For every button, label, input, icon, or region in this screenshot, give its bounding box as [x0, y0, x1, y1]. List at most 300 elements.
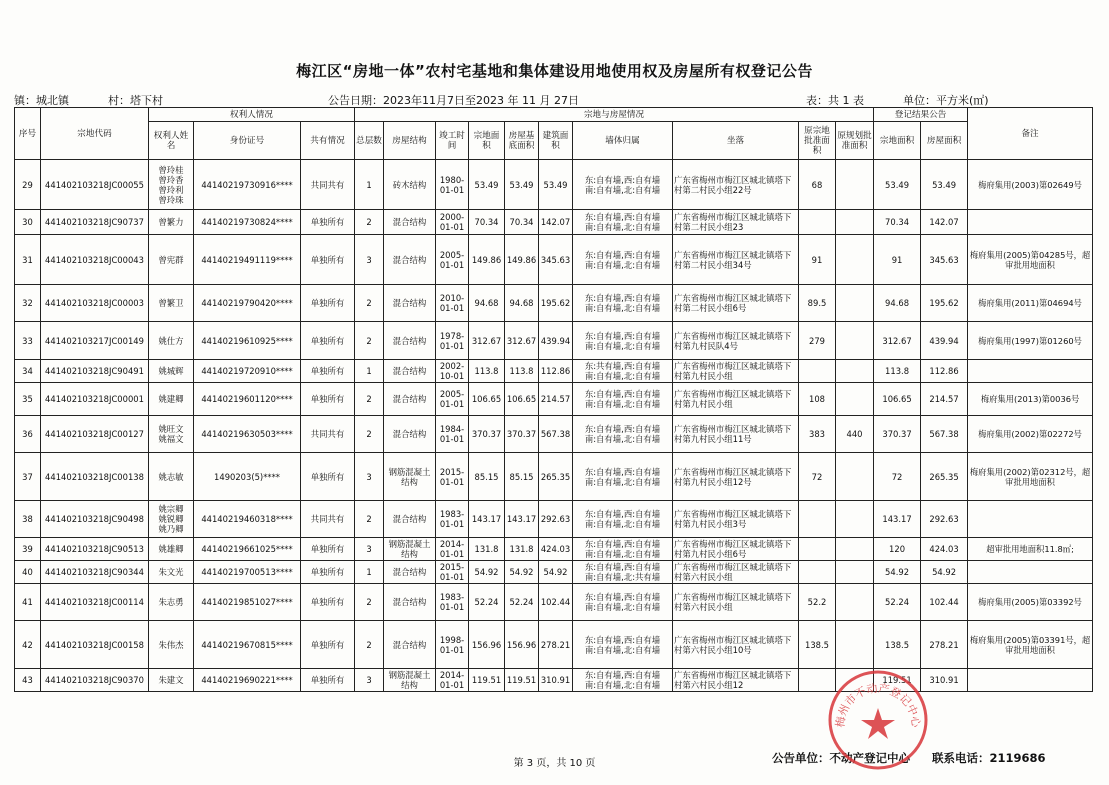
cell-holder: 朱文光 — [149, 561, 194, 584]
table-count: 表：共 1 表 — [806, 94, 864, 107]
cell-wall: 东:自有墙,西:自有墙 南:自有墙,北:自有墙 — [573, 584, 673, 621]
cell-orig: 91 — [799, 235, 836, 285]
cell-holder: 姚仕方 — [149, 322, 194, 360]
cell-build: 195.62 — [539, 285, 573, 322]
cell-orig: 89.5 — [799, 285, 836, 322]
header-parcel-code: 宗地代码 — [41, 108, 149, 160]
table-row — [15, 453, 1093, 501]
cell-date: 2010- 01-01 — [436, 285, 469, 322]
cell-base: 70.34 — [505, 210, 539, 235]
cell-wall: 东:自有墙,西:自有墙 南:自有墙,北:共有墙 — [573, 561, 673, 584]
cell-date: 1983- 01-01 — [436, 584, 469, 621]
cell-wall: 东:自有墙,西:自有墙 南:自有墙,北:自有墙 — [573, 160, 673, 210]
cell-plan — [836, 160, 874, 210]
cell-note: 梅府集用(2002)第02312号，超审批用地面积 — [968, 453, 1093, 501]
header-holder: 权利人姓名 — [149, 122, 194, 160]
cell-build: 278.21 — [539, 621, 573, 669]
cell-struct: 混合结构 — [384, 285, 436, 322]
header-build-area: 建筑面积 — [539, 122, 573, 160]
cell-struct: 钢筋混凝土结构 — [384, 669, 436, 692]
cell-loc: 广东省梅州市梅江区城北镇塔下村第九村民小组11号 — [673, 416, 799, 453]
cell-rland: 53.49 — [874, 160, 921, 210]
publisher: 公告单位：不动产登记中心 — [772, 751, 910, 765]
cell-plan — [836, 501, 874, 538]
cell-note: 梅府集用(1997)第01260号 — [968, 322, 1093, 360]
cell-rland: 106.65 — [874, 383, 921, 416]
cell-holder: 姚旺文 姚福文 — [149, 416, 194, 453]
cell-orig — [799, 561, 836, 584]
cell-id: 44140219730824**** — [194, 210, 301, 235]
cell-floors: 2 — [355, 416, 384, 453]
cell-land: 312.67 — [469, 322, 505, 360]
cell-rhouse: 142.07 — [921, 210, 968, 235]
header-land-area: 宗地面积 — [469, 122, 505, 160]
header-location: 坐落 — [673, 122, 799, 160]
cell-floors: 2 — [355, 322, 384, 360]
cell-plan — [836, 584, 874, 621]
cell-code: 441402103218JC00055 — [41, 160, 149, 210]
cell-plan: 440 — [836, 416, 874, 453]
star-icon — [861, 708, 895, 739]
cell-id: 44140219700513**** — [194, 561, 301, 584]
cell-id: 44140219610925**** — [194, 322, 301, 360]
cell-id: 44140219601120**** — [194, 383, 301, 416]
cell-struct: 钢筋混凝土结构 — [384, 453, 436, 501]
cell-code: 441402103217JC00149 — [41, 322, 149, 360]
table-row — [15, 416, 1093, 453]
cell-seq: 41 — [15, 584, 41, 621]
cell-orig — [799, 501, 836, 538]
header-result-house: 房屋面积 — [921, 122, 968, 160]
cell-code: 441402103218JC00001 — [41, 383, 149, 416]
cell-struct: 混合结构 — [384, 322, 436, 360]
cell-wall: 东:共有墙,西:自有墙 南:自有墙,北:自有墙 — [573, 360, 673, 383]
cell-wall: 东:自有墙,西:自有墙 南:自有墙,北:自有墙 — [573, 285, 673, 322]
cell-rhouse: 278.21 — [921, 621, 968, 669]
cell-loc: 广东省梅州市梅江区城北镇塔下村第九村民小组12号 — [673, 453, 799, 501]
header-floors: 总层数 — [355, 122, 384, 160]
cell-land: 156.96 — [469, 621, 505, 669]
cell-share: 单独所有 — [301, 538, 355, 561]
cell-id: 44140219690221**** — [194, 669, 301, 692]
cell-date: 1980- 01-01 — [436, 160, 469, 210]
table-row — [15, 584, 1093, 621]
header-orig-approved: 原宗地批准面积 — [799, 122, 836, 160]
cell-share: 单独所有 — [301, 669, 355, 692]
cell-struct: 混合结构 — [384, 416, 436, 453]
cell-code: 441402103218JC00158 — [41, 621, 149, 669]
header-result-land: 宗地面积 — [874, 122, 921, 160]
cell-rland: 113.8 — [874, 360, 921, 383]
cell-loc: 广东省梅州市梅江区城北镇塔下村第二村民小组34号 — [673, 235, 799, 285]
cell-share: 单独所有 — [301, 383, 355, 416]
unit-label: 单位：平方米(㎡) — [903, 94, 989, 107]
official-seal-stamp — [826, 668, 930, 772]
cell-struct: 混合结构 — [384, 561, 436, 584]
cell-base: 312.67 — [505, 322, 539, 360]
cell-loc: 广东省梅州市梅江区城北镇塔下村第二村民小组6号 — [673, 285, 799, 322]
cell-land: 143.17 — [469, 501, 505, 538]
header-result-group: 登记结果公告 — [874, 108, 968, 122]
cell-rland: 54.92 — [874, 561, 921, 584]
cell-id: 44140219730916**** — [194, 160, 301, 210]
cell-rhouse: 214.57 — [921, 383, 968, 416]
cell-plan — [836, 322, 874, 360]
cell-orig: 279 — [799, 322, 836, 360]
cell-id: 44140219720910**** — [194, 360, 301, 383]
cell-floors: 2 — [355, 584, 384, 621]
cell-date: 2005- 01-01 — [436, 235, 469, 285]
cell-base: 53.49 — [505, 160, 539, 210]
cell-rland: 120 — [874, 538, 921, 561]
header-land-house-group: 宗地与房屋情况 — [355, 108, 874, 122]
cell-loc: 广东省梅州市梅江区城北镇塔下村第二村民小组23 — [673, 210, 799, 235]
cell-rhouse: 195.62 — [921, 285, 968, 322]
cell-build: 310.91 — [539, 669, 573, 692]
cell-land: 131.8 — [469, 538, 505, 561]
cell-loc: 广东省梅州市梅江区城北镇塔下村第六村民小组10号 — [673, 621, 799, 669]
cell-wall: 东:自有墙,西:自有墙 南:自有墙,北:自有墙 — [573, 621, 673, 669]
cell-id: 44140219661025**** — [194, 538, 301, 561]
cell-build: 214.57 — [539, 383, 573, 416]
cell-rland: 52.24 — [874, 584, 921, 621]
header-id: 身份证号 — [194, 122, 301, 160]
cell-wall: 东:自有墙,西:自有墙 南:自有墙,北:自有墙 — [573, 383, 673, 416]
cell-loc: 广东省梅州市梅江区城北镇塔下村第六村民小组 — [673, 561, 799, 584]
cell-orig: 138.5 — [799, 621, 836, 669]
table-row — [15, 501, 1093, 538]
cell-date: 1998- 01-01 — [436, 621, 469, 669]
cell-seq: 30 — [15, 210, 41, 235]
cell-date: 1983- 01-01 — [436, 501, 469, 538]
cell-plan — [836, 621, 874, 669]
cell-code: 441402103218JC90370 — [41, 669, 149, 692]
cell-code: 441402103218JC00043 — [41, 235, 149, 285]
cell-build: 142.07 — [539, 210, 573, 235]
header-notes: 备注 — [968, 108, 1093, 160]
cell-wall: 东:自有墙,西:自有墙 南:自有墙,北:自有墙 — [573, 669, 673, 692]
cell-code: 441402103218JC00127 — [41, 416, 149, 453]
cell-base: 119.51 — [505, 669, 539, 692]
cell-rhouse: 424.03 — [921, 538, 968, 561]
cell-seq: 36 — [15, 416, 41, 453]
cell-base: 52.24 — [505, 584, 539, 621]
cell-build: 567.38 — [539, 416, 573, 453]
seal-text: 梅州市不动产登记中心 — [833, 681, 923, 729]
page-number: 第 3 页，共 10 页 — [513, 758, 596, 769]
header-seq: 序号 — [15, 108, 41, 160]
cell-base: 94.68 — [505, 285, 539, 322]
cell-orig: 72 — [799, 453, 836, 501]
cell-rhouse: 265.35 — [921, 453, 968, 501]
cell-land: 53.49 — [469, 160, 505, 210]
cell-rhouse: 292.63 — [921, 501, 968, 538]
cell-loc: 广东省梅州市梅江区城北镇塔下村第九村民小组 — [673, 383, 799, 416]
table-row — [15, 322, 1093, 360]
cell-seq: 32 — [15, 285, 41, 322]
cell-note: 超审批用地面积11.8㎡; — [968, 538, 1093, 561]
cell-code: 441402103218JC90498 — [41, 501, 149, 538]
cell-note: 梅府集用(2005)第03391号，超审批用地面积 — [968, 621, 1093, 669]
cell-land: 85.15 — [469, 453, 505, 501]
cell-rhouse: 53.49 — [921, 160, 968, 210]
cell-id: 44140219851027**** — [194, 584, 301, 621]
cell-share: 单独所有 — [301, 322, 355, 360]
cell-date: 2002- 10-01 — [436, 360, 469, 383]
cell-struct: 混合结构 — [384, 501, 436, 538]
cell-note: 梅府集用(2003)第02649号 — [968, 160, 1093, 210]
cell-seq: 35 — [15, 383, 41, 416]
cell-code: 441402103218JC00114 — [41, 584, 149, 621]
header-structure: 房屋结构 — [384, 122, 436, 160]
cell-base: 143.17 — [505, 501, 539, 538]
cell-rland: 312.67 — [874, 322, 921, 360]
cell-note: 梅府集用(2005)第03392号 — [968, 584, 1093, 621]
cell-build: 112.86 — [539, 360, 573, 383]
cell-date: 1984- 01-01 — [436, 416, 469, 453]
cell-struct: 混合结构 — [384, 210, 436, 235]
cell-floors: 1 — [355, 160, 384, 210]
table-body — [15, 160, 1093, 692]
cell-wall: 东:自有墙,西:自有墙 南:自有墙,北:自有墙 — [573, 210, 673, 235]
cell-plan — [836, 360, 874, 383]
cell-plan — [836, 561, 874, 584]
cell-plan — [836, 210, 874, 235]
cell-floors: 2 — [355, 621, 384, 669]
cell-build: 265.35 — [539, 453, 573, 501]
cell-code: 441402103218JC90513 — [41, 538, 149, 561]
cell-share: 单独所有 — [301, 210, 355, 235]
cell-land: 52.24 — [469, 584, 505, 621]
cell-base: 106.65 — [505, 383, 539, 416]
cell-plan — [836, 235, 874, 285]
cell-base: 113.8 — [505, 360, 539, 383]
cell-land: 149.86 — [469, 235, 505, 285]
announcement-date: 公告日期：2023年11月7日至2023 年 11 月 27日 — [328, 94, 579, 107]
cell-note — [968, 669, 1093, 692]
cell-date: 1978- 01-01 — [436, 322, 469, 360]
cell-holder: 姚城辉 — [149, 360, 194, 383]
cell-rland: 143.17 — [874, 501, 921, 538]
cell-land: 70.34 — [469, 210, 505, 235]
cell-code: 441402103218JC90737 — [41, 210, 149, 235]
cell-id: 44140219790420**** — [194, 285, 301, 322]
cell-holder: 曾繁卫 — [149, 285, 194, 322]
cell-holder: 朱伟杰 — [149, 621, 194, 669]
cell-build: 424.03 — [539, 538, 573, 561]
cell-orig — [799, 538, 836, 561]
cell-holder: 曾宪群 — [149, 235, 194, 285]
cell-floors: 2 — [355, 285, 384, 322]
cell-date: 2005- 01-01 — [436, 383, 469, 416]
cell-struct: 混合结构 — [384, 360, 436, 383]
table-row — [15, 669, 1093, 692]
cell-seq: 33 — [15, 322, 41, 360]
cell-plan — [836, 538, 874, 561]
cell-struct: 混合结构 — [384, 235, 436, 285]
cell-struct: 混合结构 — [384, 584, 436, 621]
header-plan-approved: 原规划批准面积 — [836, 122, 874, 160]
cell-note: 梅府集用(2011)第04694号 — [968, 285, 1093, 322]
cell-loc: 广东省梅州市梅江区城北镇塔下村第二村民小组22号 — [673, 160, 799, 210]
header-rights-group: 权利人情况 — [149, 108, 355, 122]
cell-seq: 34 — [15, 360, 41, 383]
cell-date: 2000- 01-01 — [436, 210, 469, 235]
table-row — [15, 621, 1093, 669]
cell-note — [968, 561, 1093, 584]
cell-floors: 1 — [355, 360, 384, 383]
cell-rhouse: 310.91 — [921, 669, 968, 692]
cell-orig — [799, 210, 836, 235]
cell-rland: 370.37 — [874, 416, 921, 453]
cell-rland: 72 — [874, 453, 921, 501]
cell-id: 44140219460318**** — [194, 501, 301, 538]
cell-orig: 52.2 — [799, 584, 836, 621]
cell-wall: 东:自有墙,西:自有墙 南:自有墙,北:自有墙 — [573, 501, 673, 538]
cell-build: 102.44 — [539, 584, 573, 621]
cell-base: 156.96 — [505, 621, 539, 669]
cell-land: 106.65 — [469, 383, 505, 416]
cell-orig: 383 — [799, 416, 836, 453]
village-label: 村：塔下村 — [108, 94, 163, 107]
cell-floors: 2 — [355, 210, 384, 235]
cell-id: 44140219670815**** — [194, 621, 301, 669]
cell-wall: 东:自有墙,西:自有墙 南:自有墙,北:自有墙 — [573, 453, 673, 501]
cell-floors: 1 — [355, 561, 384, 584]
cell-orig: 68 — [799, 160, 836, 210]
cell-wall: 东:自有墙,西:自有墙 南:自有墙,北:自有墙 — [573, 538, 673, 561]
registration-table — [14, 107, 1093, 692]
cell-floors: 3 — [355, 235, 384, 285]
cell-holder: 姚志敏 — [149, 453, 194, 501]
cell-floors: 2 — [355, 501, 384, 538]
cell-loc: 广东省梅州市梅江区城北镇塔下村第九村民队4号 — [673, 322, 799, 360]
cell-seq: 43 — [15, 669, 41, 692]
cell-code: 441402103218JC00003 — [41, 285, 149, 322]
cell-land: 113.8 — [469, 360, 505, 383]
cell-share: 单独所有 — [301, 453, 355, 501]
cell-struct: 钢筋混凝土结构 — [384, 538, 436, 561]
header-wall: 墙体归属 — [573, 122, 673, 160]
cell-rland: 94.68 — [874, 285, 921, 322]
cell-wall: 东:自有墙,西:自有墙 南:自有墙,北:自有墙 — [573, 322, 673, 360]
cell-note: 梅府集用(2005)第04285号，超审批用地面积 — [968, 235, 1093, 285]
cell-loc: 广东省梅州市梅江区城北镇塔下村第九村民小组 — [673, 360, 799, 383]
table-row — [15, 561, 1093, 584]
cell-holder: 曾繁力 — [149, 210, 194, 235]
cell-plan — [836, 383, 874, 416]
cell-rland: 119.51 — [874, 669, 921, 692]
cell-holder: 朱志勇 — [149, 584, 194, 621]
cell-holder: 曾玲桂 曾玲香 曾玲利 曾玲珠 — [149, 160, 194, 210]
cell-holder: 姚雄卿 — [149, 538, 194, 561]
table-row — [15, 383, 1093, 416]
cell-build: 439.94 — [539, 322, 573, 360]
cell-share: 共同共有 — [301, 160, 355, 210]
cell-share: 共同共有 — [301, 416, 355, 453]
cell-note — [968, 501, 1093, 538]
cell-wall: 东:自有墙,西:自有墙 南:自有墙,北:自有墙 — [573, 235, 673, 285]
cell-share: 共同共有 — [301, 501, 355, 538]
cell-floors: 3 — [355, 669, 384, 692]
cell-seq: 38 — [15, 501, 41, 538]
cell-wall: 东:自有墙,西:自有墙 南:自有墙,北:自有墙 — [573, 416, 673, 453]
cell-code: 441402103218JC00138 — [41, 453, 149, 501]
cell-rhouse: 567.38 — [921, 416, 968, 453]
town-label: 镇：城北镇 — [14, 94, 69, 107]
cell-rland: 138.5 — [874, 621, 921, 669]
cell-rhouse: 345.63 — [921, 235, 968, 285]
cell-share: 单独所有 — [301, 235, 355, 285]
cell-plan — [836, 285, 874, 322]
cell-floors: 3 — [355, 453, 384, 501]
cell-loc: 广东省梅州市梅江区城北镇塔下村第九村民小组6号 — [673, 538, 799, 561]
cell-orig — [799, 360, 836, 383]
cell-note: 梅府集用(2013)第0036号 — [968, 383, 1093, 416]
cell-build: 292.63 — [539, 501, 573, 538]
cell-code: 441402103218JC90344 — [41, 561, 149, 584]
cell-rhouse: 112.86 — [921, 360, 968, 383]
cell-rland: 91 — [874, 235, 921, 285]
cell-seq: 42 — [15, 621, 41, 669]
cell-seq: 29 — [15, 160, 41, 210]
registration-table-wrapper — [14, 107, 1092, 692]
cell-id: 44140219630503**** — [194, 416, 301, 453]
cell-holder: 朱建文 — [149, 669, 194, 692]
cell-land: 370.37 — [469, 416, 505, 453]
cell-id: 44140219491119**** — [194, 235, 301, 285]
cell-seq: 39 — [15, 538, 41, 561]
table-row — [15, 360, 1093, 383]
cell-build: 53.49 — [539, 160, 573, 210]
cell-loc: 广东省梅州市梅江区城北镇塔下村第九村民小组3号 — [673, 501, 799, 538]
cell-land: 119.51 — [469, 669, 505, 692]
cell-holder: 姚宗卿 姚锐卿 姚乃卿 — [149, 501, 194, 538]
cell-base: 370.37 — [505, 416, 539, 453]
header-base-area: 房屋基底面积 — [505, 122, 539, 160]
table-row — [15, 538, 1093, 561]
cell-rhouse: 54.92 — [921, 561, 968, 584]
cell-base: 54.92 — [505, 561, 539, 584]
page-title: 梅江区“房地一体”农村宅基地和集体建设用地使用权及房屋所有权登记公告 — [296, 62, 813, 80]
cell-floors: 2 — [355, 383, 384, 416]
cell-date: 2014- 01-01 — [436, 538, 469, 561]
cell-share: 单独所有 — [301, 285, 355, 322]
cell-rhouse: 102.44 — [921, 584, 968, 621]
table-row — [15, 285, 1093, 322]
header-completion: 竣工时间 — [436, 122, 469, 160]
cell-rland: 70.34 — [874, 210, 921, 235]
cell-floors: 3 — [355, 538, 384, 561]
table-row — [15, 210, 1093, 235]
cell-note — [968, 360, 1093, 383]
header-share: 共有情况 — [301, 122, 355, 160]
cell-note — [968, 210, 1093, 235]
cell-id: 1490203(5)**** — [194, 453, 301, 501]
cell-date: 2015- 01-01 — [436, 453, 469, 501]
cell-seq: 40 — [15, 561, 41, 584]
cell-loc: 广东省梅州市梅江区城北镇塔下村第六村民小组 — [673, 584, 799, 621]
cell-date: 2015- 01-01 — [436, 561, 469, 584]
cell-share: 单独所有 — [301, 621, 355, 669]
cell-loc: 广东省梅州市梅江区城北镇塔下村第六村民小组12 — [673, 669, 799, 692]
cell-share: 单独所有 — [301, 561, 355, 584]
table-row — [15, 160, 1093, 210]
cell-land: 94.68 — [469, 285, 505, 322]
table-row — [15, 235, 1093, 285]
cell-rhouse: 439.94 — [921, 322, 968, 360]
cell-build: 345.63 — [539, 235, 573, 285]
